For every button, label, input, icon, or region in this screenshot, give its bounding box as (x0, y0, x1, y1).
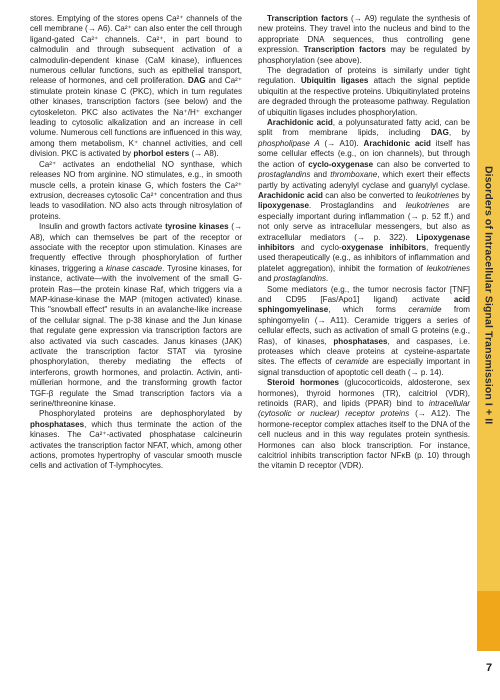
page-number: 7 (486, 662, 493, 674)
paragraph: Ca²⁺ activates an endothelial NO synthase, which releases NO from arginine. NO stimulates, e.g., in smooth muscle cells, a protein kinase G, which fosters the Ca²⁺ extrusion, decreases cytosolic Ca²⁺ concentration and thus leads to vasodilation. NO also acts through nitrosylation of proteins. (30, 159, 242, 221)
paragraph: Insulin and growth factors activate tyrosine kinases (→ A8), which can themselves be part of the receptor or associate with the receptor upon stimulation. Kinases are frequently effective through phosphorylation of further kinases, triggering a kinase cascade. Tyrosine kinases, for instance, activate—with the involvement of the small G-protein Ras—the protein kinase Raf, which triggers via a MAP-kinase-kinase the MAP (mitogen activated) kinase. This "snowball effect" results in an avalanche-like increase of the cellular signal. The p-38 kinase and the Jun kinase that regulate gene expression via transcription factors are also activated via such cascades. Janus kinases (JAK) activate the transcription factor STAT via tyrosine phosphorylation, thereby mediating the effects of interferons, growth hormones, and prolactin. Activin, anti-müllerian hormone, and the transforming growth factor TGF-β regulate the Smad transcription factors via a serine/threonine kinase. (30, 222, 242, 409)
paragraph: Arachidonic acid, a polyunsaturated fatty acid, can be split from membrane lipids, including DAG, by phospholipase A (→ A10). Arachidonic acid itself has some cellular effects (e.g., on ion channels), but through the action of cyclo-oxygenase can also be converted to prostaglandins and thromboxane, which exert their effects partly by activating adenylyl cyclase and guanylyl cyclase. Arachidonic acid can also be converted to leukotrienes by lipoxygenase. Prostaglandins and leukotrienes are especially important during inflammation (→ p. 52 ff.) and not only serve as intracellular messengers, but also as extracellular mediators (→ p. 322). Lipoxygenase inhibitors and cyclo-oxygenase inhibitors, frequently used therapeutically (e.g., as inhibitors of inflammation and platelet aggregation), inhibit the formation of leukotrienes and prostaglandins. (258, 118, 471, 284)
paragraph: Some mediators (e.g., the tumor necrosis factor [TNF] and CD95 [Fas/Apo1] ligand) activate acid sphingomyelinase, which forms ceramide from sphingomyelin (→ A11). Ceramide triggers a series of cellular effects, such as activation of small G proteins (e.g., Ras), of kinases, phosphatases, and caspases, i.e. proteases which cleave proteins at cysteine-aspartate sites. The effects of ceramide are especially important in signal transduction of apoptotic cell death (→ p. 14). (258, 284, 471, 377)
section-title-container (477, 0, 500, 591)
right-column (258, 14, 470, 472)
left-column (30, 14, 242, 472)
paragraph: The degradation of proteins is similarly under tight regulation. Ubiquitin ligases attach the signal peptide ubiquitin at the respective proteins. Ubiquitinylated proteins are degraded through the proteasome pathway. Regulation of ubiquitin ligases includes phosphorylation. (258, 66, 470, 117)
paragraph: Steroid hormones (glucocorticoids, aldosterone, sex hormones), thyroid hormones (TR), calcitriol (VDR), retinoids (RAR), and lipids (PPAR) bind to intracellular (cytosolic or nuclear) receptor proteins (→ A12). The hormone-receptor complex attaches itself to the DNA of the cell nucleus and in this way regulates protein synthesis. Hormones can also block transcription. For instance, calcitriol inhibits transcription factor NFκB (p. 10) through the vitamin D receptor (VDR). (258, 378, 470, 471)
page-number-tab (477, 591, 500, 651)
section-title: Disorders of Intracellular Signal Transmission I + II (482, 166, 495, 425)
paragraph: Phosphorylated proteins are dephosphorylated by phosphatases, which thus terminate the action of the kinases. The Ca²⁺-activated phosphatase calcineurin activates the transcription factor NFAT, which, among other actions, promotes hypertrophy of vascular smooth muscle cells and activation of T-lymphocytes. (30, 409, 242, 471)
paragraph: stores. Emptying of the stores opens Ca²⁺ channels of the cell membrane (→ A6). Ca²⁺ can also enter the cell through ligand-gated Ca²⁺ channels. Ca²⁺, in part bound to calmodulin and through subsequent activation of a calmodulin-dependent kinase (CaM kinase), influences numerous cellular functions, such as epithelial transport, release of hormones, and cell proliferation. DAG and Ca²⁺ stimulate protein kinase C (PKC), which in turn regulates other kinases, transcription factors (see below) and the cytoskeleton. PKC also activates the Na⁺/H⁺ exchanger leading to cytosolic alkalization and an increase in cell volume. Numerous cell functions are influenced in this way, among them metabolism, K⁺ channel activities, and cell division. PKC is activated by phorbol esters (→ A8). (30, 14, 242, 159)
paragraph: Transcription factors (→ A9) regulate the synthesis of new proteins. They travel into the nucleus and bind to the appropriate DNA sequences, thus controlling gene expression. Transcription factors may be regulated by phosphorylation (see above). (258, 14, 470, 65)
